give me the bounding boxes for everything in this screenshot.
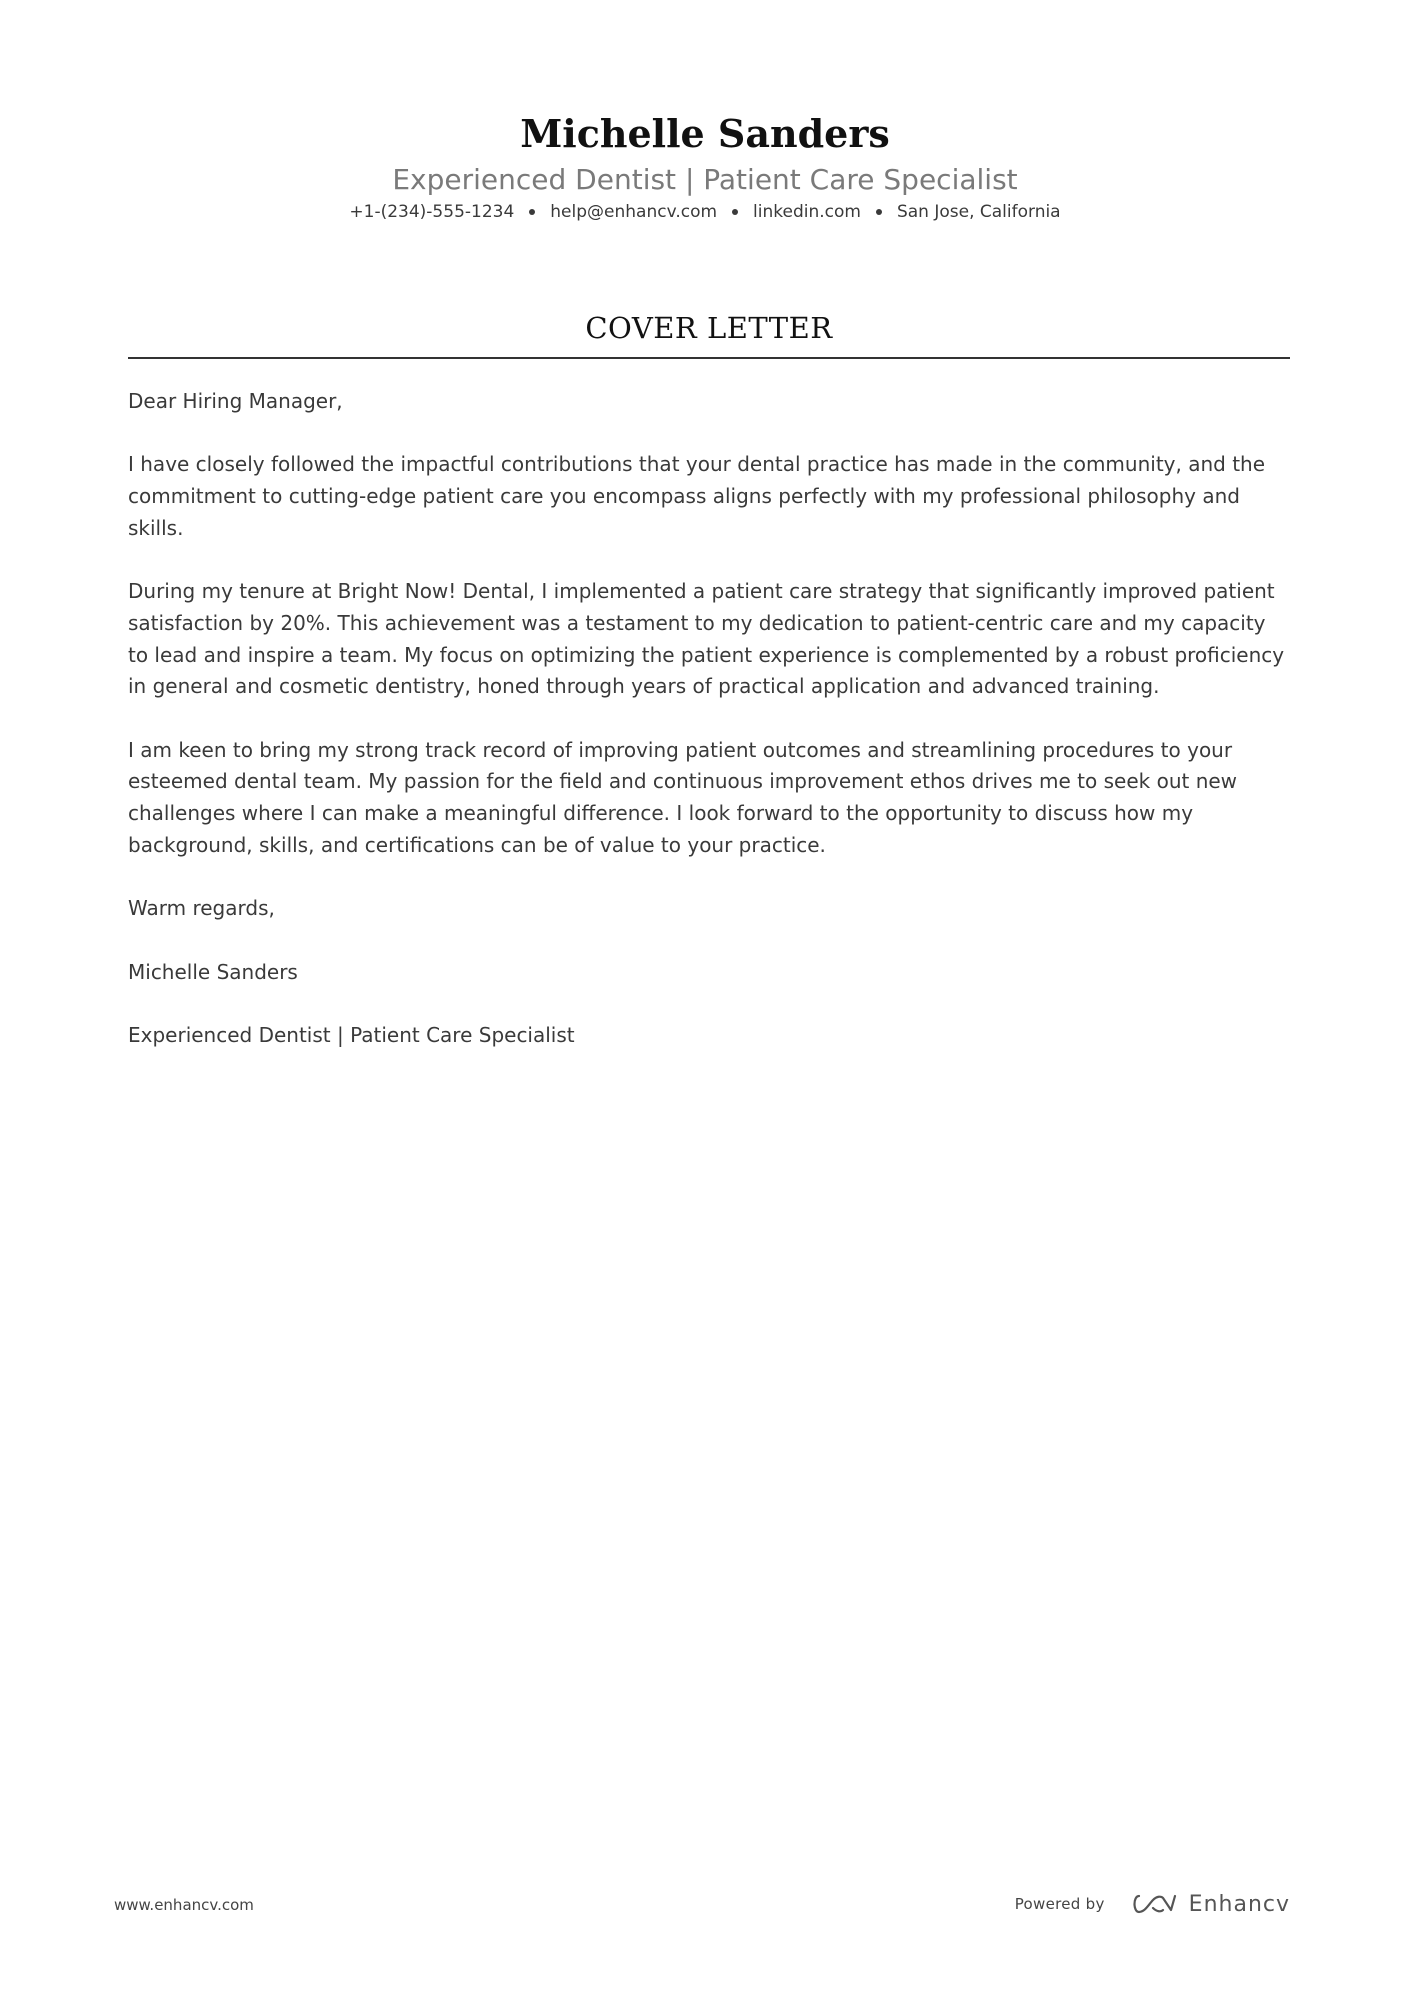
footer-website[interactable]: www.enhancv.com (114, 1896, 254, 1914)
enhancv-logo-icon (1131, 1892, 1177, 1916)
signature-title: Experienced Dentist | Patient Care Specialist (128, 1022, 575, 1047)
letter-closing: Warm regards, (128, 896, 275, 921)
section-title: COVER LETTER (585, 311, 833, 345)
bullet-separator (732, 209, 738, 215)
applicant-name: Michelle Sanders (520, 111, 890, 156)
letter-paragraph: I have closely followed the impactful contributions that your dental practice has made in the community, and the commitment to cutting-edge patient care you encompass aligns perfectly with my professional philosophy and skills. (128, 452, 1266, 540)
bullet-separator (876, 209, 882, 215)
contact-email[interactable]: help@enhancv.com (550, 202, 718, 222)
letter-body (128, 386, 1290, 1083)
contact-line (0, 200, 1410, 224)
bullet-separator (529, 209, 535, 215)
section-divider (128, 357, 1290, 359)
header (0, 110, 1410, 224)
powered-by-label: Powered by (1014, 1895, 1105, 1913)
letter-paragraph: I am keen to bring my strong track record of improving patient outcomes and streamlining procedures to your esteemed dental team. My passion for the field and continuous improvement ethos drives me to seek out new challenges where I can make a meaningful difference. I look forward to the opportunity to discuss how my background, skills, and certifications can be of value to your practice. (128, 737, 1238, 857)
applicant-subtitle: Experienced Dentist | Patient Care Specialist (392, 163, 1018, 196)
contact-location: San Jose, California (896, 202, 1061, 222)
signature-name: Michelle Sanders (128, 959, 298, 984)
contact-phone[interactable]: +1-(234)-555-1234 (349, 202, 515, 222)
letter-paragraph: During my tenure at Bright Now! Dental, I implemented a patient care strategy that significantly improved patient satisfaction by 20%. This achievement was a testament to my dedication to patient-centric care and my capacity to lead and inspire a team. My focus on optimizing the patient experience is complemented by a robust proficiency in general and cosmetic dentistry, honed through years of practical application and advanced training. (128, 579, 1285, 699)
contact-linkedin[interactable]: linkedin.com (753, 202, 861, 222)
footer-branding[interactable] (1015, 1884, 1290, 1924)
letter-greeting: Dear Hiring Manager, (128, 389, 343, 413)
enhancv-logo-text: Enhancv (1188, 1891, 1290, 1917)
